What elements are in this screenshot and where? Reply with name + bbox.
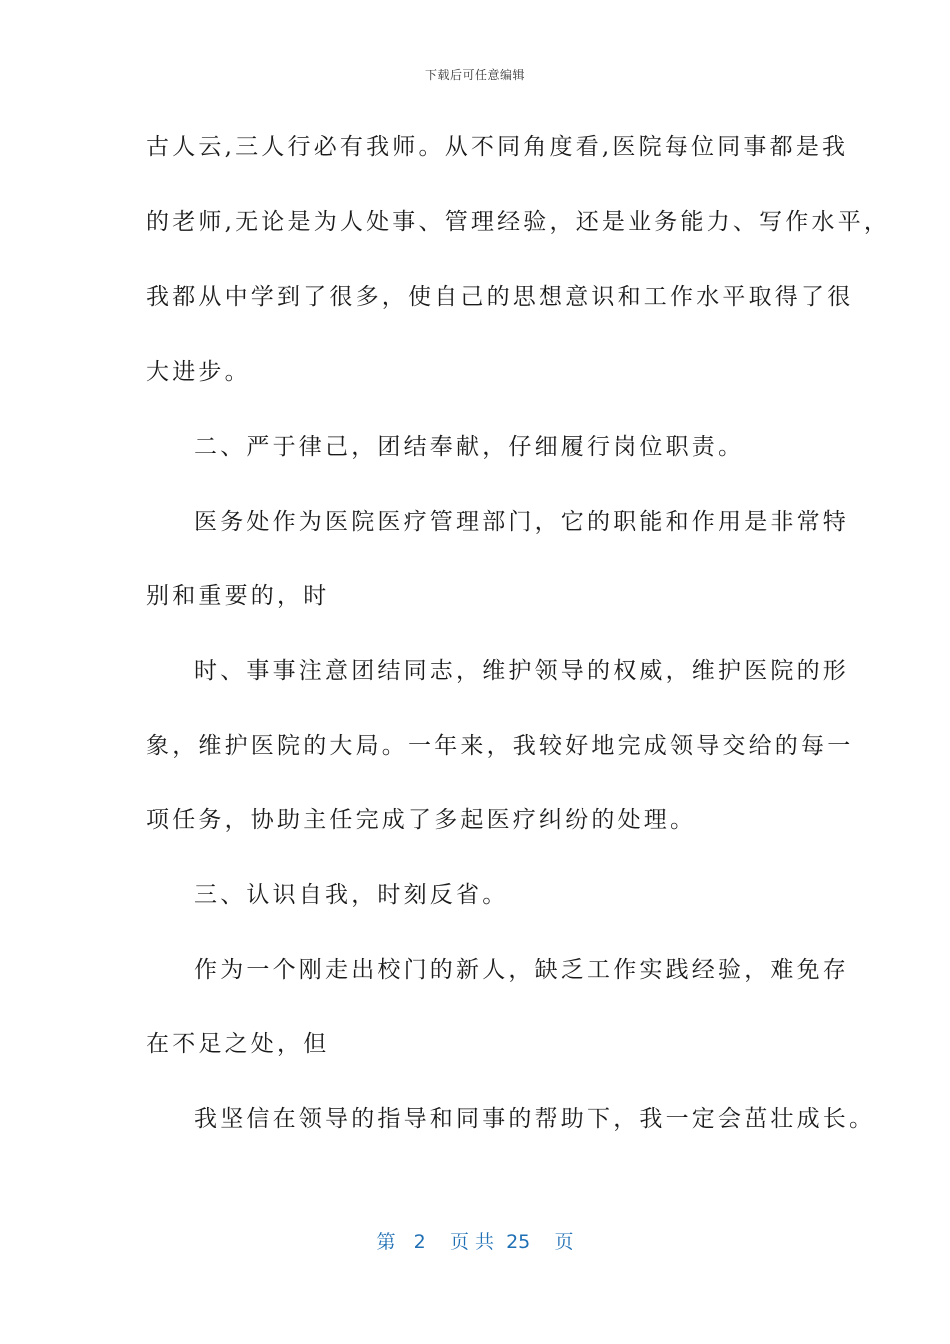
page-footer xyxy=(0,1227,950,1254)
text-line: 象，维护医院的大局。一年来，我较好地完成领导交给的每一 xyxy=(146,733,854,759)
text-line: 我坚信在领导的指导和同事的帮助下，我一定会茁壮成长。 xyxy=(194,1106,876,1132)
text-line: 在不足之处，但 xyxy=(146,1031,330,1057)
text-line: 古人云,三人行必有我师。从不同角度看,医院每位同事都是我 xyxy=(146,134,849,160)
section-heading: 二、严于律己，团结奉献，仔细履行岗位职责。 xyxy=(194,434,745,460)
footer-middle: 页 共 xyxy=(449,1231,494,1253)
total-pages-number: 25 xyxy=(506,1231,531,1253)
text-line: 作为一个刚走出校门的新人，缺乏工作实践经验，难免存 xyxy=(194,957,849,983)
text-line: 的老师,无论是为人处事、管理经验，还是业务能力、写作水平， xyxy=(146,209,891,235)
text-line: 医务处作为医院医疗管理部门，它的职能和作用是非常特 xyxy=(194,509,849,535)
text-line: 我都从中学到了很多，使自己的思想意识和工作水平取得了很 xyxy=(146,284,854,310)
footer-suffix: 页 xyxy=(554,1231,574,1253)
text-line: 项任务，协助主任完成了多起医疗纠纷的处理。 xyxy=(146,807,697,833)
current-page-number: 2 xyxy=(413,1231,426,1253)
page-header: 下载后可任意编辑 xyxy=(424,68,525,82)
text-line: 时、事事注意团结同志，维护领导的权威，维护医院的形 xyxy=(194,658,849,684)
footer-prefix: 第 xyxy=(376,1231,396,1253)
text-line: 别和重要的，时 xyxy=(146,583,330,609)
section-heading: 三、认识自我，时刻反省。 xyxy=(194,882,509,908)
text-line: 大进步。 xyxy=(146,359,251,385)
